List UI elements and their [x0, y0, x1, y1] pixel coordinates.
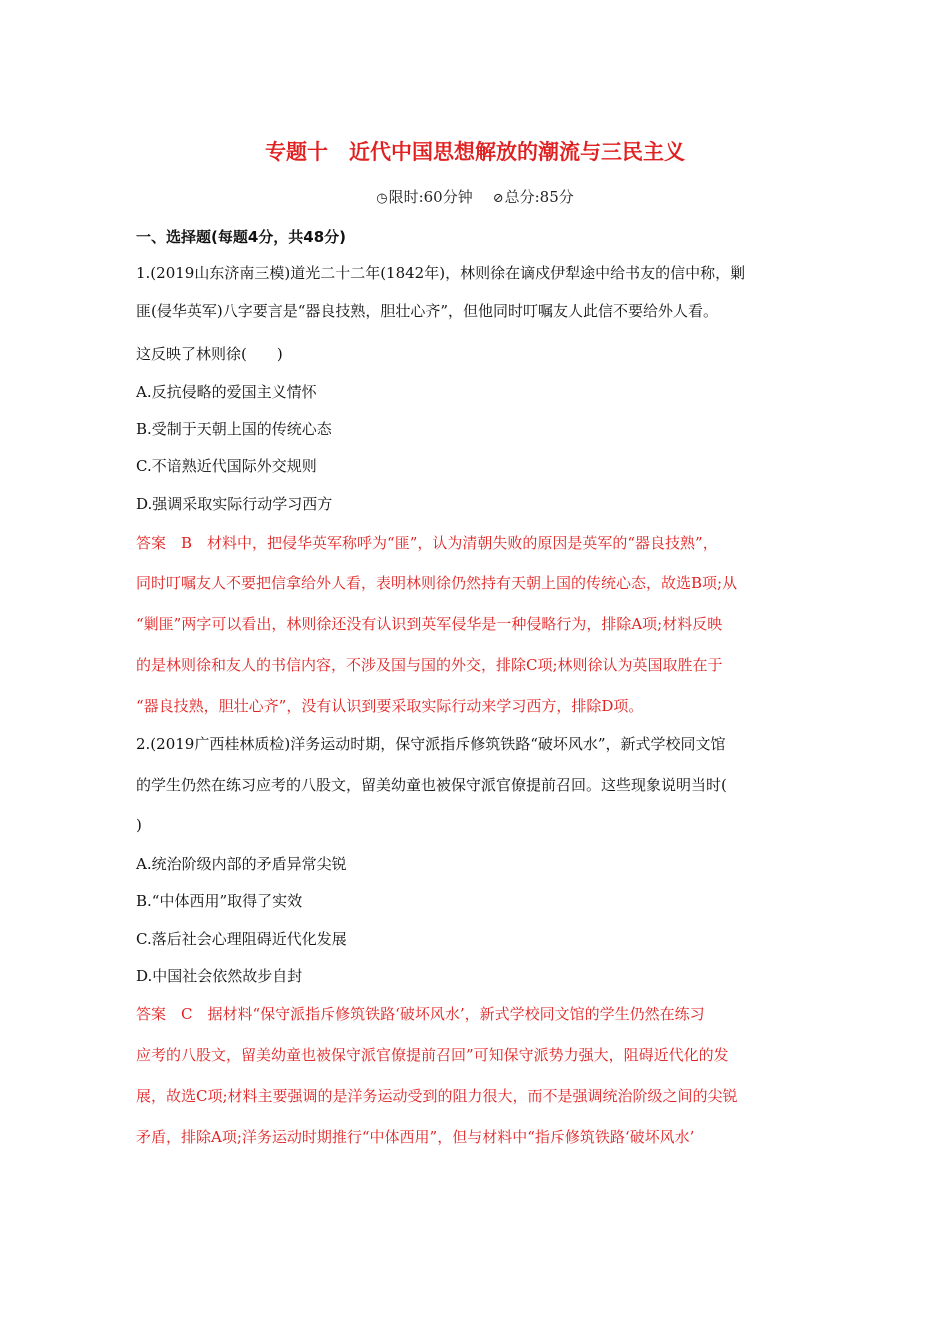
question-2-answer-line: 展，故选C项;材料主要强调的是洋务运动受到的阻力很大，而不是强调统治阶级之间的尖锐 [136, 1087, 738, 1105]
section-heading: 一、选择题(每题4分，共48分) [136, 228, 347, 246]
question-2-answer-line: 答案 C 据材料“保守派指斥修筑铁路‘破坏风水’，新式学校同文馆的学生仍然在练习 [136, 1005, 705, 1023]
question-2-stem-line: 2.(2019广西桂林质检)洋务运动时期，保守派指斥修筑铁路“破坏风水”，新式学校同文馆 [136, 735, 726, 753]
question-1-stem-line: 1.(2019山东济南三模)道光二十二年(1842年)，林则徐在谪戍伊犁途中给书友的信中称，剿 [136, 264, 746, 282]
time-limit: 限时:60分钟 [388, 188, 473, 206]
total-score: 总分:85分 [504, 188, 574, 206]
check-circle-icon: ⊘ [492, 191, 504, 206]
question-2-option-b: B.“中体西用”取得了实效 [136, 892, 303, 910]
question-1-option-a: A.反抗侵略的爱国主义情怀 [136, 383, 317, 401]
exam-meta [0, 186, 950, 207]
question-2-option-c: C.落后社会心理阻碍近代化发展 [136, 930, 347, 948]
question-2-stem-line: ) [136, 816, 142, 834]
question-1-answer-line: 的是林则徐和友人的书信内容，不涉及国与国的外交，排除C项;林则徐认为英国取胜在于 [136, 656, 723, 674]
question-1-stem-line: 这反映了林则徐( ) [136, 345, 283, 363]
question-1-answer-line: 答案 B 材料中，把侵华英军称呼为“匪”，认为清朝失败的原因是英军的“器良技熟”， [136, 534, 718, 552]
question-2-option-d: D.中国社会依然故步自封 [136, 967, 303, 985]
question-2-stem-line: 的学生仍然在练习应考的八股文，留美幼童也被保守派官僚提前召回。这些现象说明当时( [136, 776, 727, 794]
question-2-answer-line: 应考的八股文，留美幼童也被保守派官僚提前召回”可知保守派势力强大，阻碍近代化的发 [136, 1046, 729, 1064]
question-1-stem-line: 匪(侵华英军)八字要言是“器良技熟，胆壮心齐”，但他同时叮嘱友人此信不要给外人看。 [136, 302, 719, 320]
question-2-answer-line: 矛盾，排除A项;洋务运动时期推行“中体西用”，但与材料中“指斥修筑铁路‘破坏风水’ [136, 1128, 695, 1146]
question-1-option-d: D.强调采取实际行动学习西方 [136, 495, 333, 513]
question-1-answer-line: “剿匪”两字可以看出，林则徐还没有认识到英军侵华是一种侵略行为，排除A项;材料反映 [136, 615, 723, 633]
page-title: 专题十 近代中国思想解放的潮流与三民主义 [265, 140, 685, 164]
clock-icon: ◷ [376, 191, 388, 206]
question-1-option-b: B.受制于天朝上国的传统心态 [136, 420, 332, 438]
question-1-answer-line: 同时叮嘱友人不要把信拿给外人看，表明林则徐仍然持有天朝上国的传统心态，故选B项;从 [136, 574, 738, 592]
question-1-answer-line: “器良技熟，胆壮心齐”，没有认识到要采取实际行动来学习西方，排除D项。 [136, 697, 644, 715]
question-1-option-c: C.不谙熟近代国际外交规则 [136, 457, 317, 475]
question-2-option-a: A.统治阶级内部的矛盾异常尖锐 [136, 855, 347, 873]
